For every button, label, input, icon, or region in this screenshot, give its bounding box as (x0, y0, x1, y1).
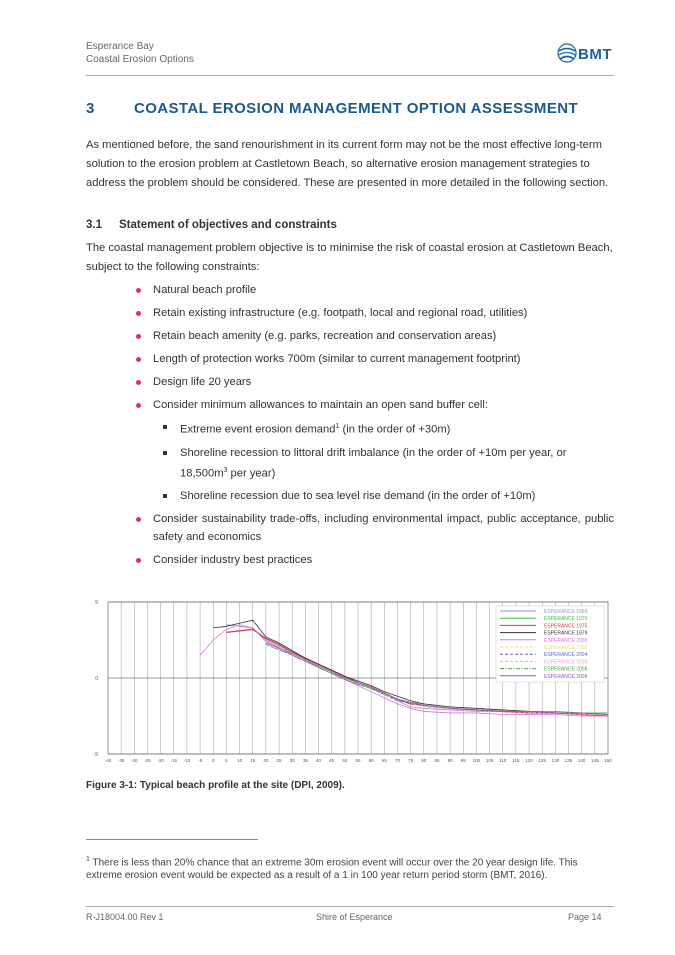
section-intro: As mentioned before, the sand renourishment in its current form may not be the most effective long-term solution to the erosion problem at Castletown Beach, so alternative erosion management strategies to address the problem should be considered. These are presented in more detailed in the following section. (86, 139, 609, 189)
x-tick-label: 100 (472, 758, 481, 763)
x-tick-label: -5 (198, 758, 203, 763)
constraints-list (136, 281, 614, 574)
x-tick-label: 5 (225, 758, 228, 763)
header-divider (86, 75, 614, 76)
figure-caption: Figure 3-1: Typical beach profile at the site (DPI, 2009). (86, 780, 345, 791)
subsection-heading (86, 219, 337, 231)
legend-entry: ESPERANCE 1966 (544, 609, 588, 615)
legend-entry: ESPERANCE 2008 (544, 666, 588, 673)
legend-entry: ESPERANCE 1975 (544, 623, 588, 630)
footnote (86, 853, 614, 882)
sub-list-item (163, 444, 614, 483)
list-item: Design life 20 years (136, 373, 614, 391)
x-tick-label: 30 (289, 758, 295, 763)
bmt-logo: BMT (578, 46, 612, 63)
sub-item-tail: per year) (227, 467, 276, 480)
x-tick-label: -35 (117, 758, 125, 763)
x-tick-label: 50 (342, 758, 348, 763)
x-tick-label: 65 (381, 758, 387, 763)
header-subtitle: Coastal Erosion Options (86, 54, 194, 65)
footnote-text: There is less than 20% chance that an extreme 30m erosion event will occur over the 20 year design life. This extreme erosion event would be expected as a result of a 1 in 100 year return period storm (BMT, 2016). (86, 857, 578, 882)
legend-entry: ESPERANCE 1970 (544, 616, 588, 623)
x-tick-label: 125 (538, 758, 546, 763)
x-tick-label: 150 (604, 758, 612, 763)
section-number: 3 (86, 100, 95, 117)
sub-list-item (163, 418, 614, 439)
y-tick-label: 0 (95, 676, 98, 682)
list-item: Consider industry best practices (136, 551, 614, 569)
x-tick-label: -15 (170, 758, 178, 763)
footer-page-number: Page 14 (568, 912, 602, 922)
x-tick-label: 10 (237, 758, 243, 763)
x-tick-label: 115 (512, 758, 520, 763)
running-header (86, 40, 194, 66)
x-tick-label: 45 (329, 758, 335, 763)
x-tick-label: 85 (434, 758, 440, 763)
x-tick-label: -10 (183, 758, 191, 763)
list-item: Retain existing infrastructure (e.g. footpath, local and regional road, utilities) (136, 304, 614, 322)
x-tick-label: 25 (276, 758, 282, 763)
x-tick-label: -30 (131, 758, 138, 763)
x-tick-label: -40 (104, 758, 112, 763)
footer-divider (86, 906, 614, 907)
footer-report-number: R-J18004.00 Rev 1 (86, 912, 164, 922)
subsection-number: 3.1 (86, 219, 102, 231)
sub-list (153, 418, 614, 505)
sub-item-text: Extreme event erosion demand (180, 423, 336, 436)
list-item: Length of protection works 700m (similar to current management footprint) (136, 350, 614, 368)
legend-entry: ESPERANCE 2009 (544, 673, 588, 680)
x-tick-label: 60 (368, 758, 374, 763)
x-tick-label: 130 (551, 758, 560, 763)
list-item-text: Consider minimum allowances to maintain an open sand buffer cell: (153, 399, 488, 411)
x-tick-label: 105 (485, 758, 494, 763)
beach-profile-chart (86, 596, 614, 768)
x-tick-label: 135 (564, 758, 573, 763)
x-tick-label: 70 (394, 758, 400, 763)
footnote-divider (86, 839, 258, 840)
legend-entry: ESPERANCE 1979 (544, 630, 588, 637)
x-tick-label: 35 (302, 758, 308, 763)
x-tick-label: 80 (421, 758, 427, 763)
x-tick-label: 140 (577, 758, 586, 763)
x-tick-label: 95 (460, 758, 466, 763)
sub-item-tail: (in the order of +30m) (339, 423, 451, 436)
superscript: 3 (223, 466, 228, 474)
x-tick-label: -20 (157, 758, 164, 763)
sub-list-item: Shoreline recession due to sea level rise demand (in the order of +10m) (163, 487, 614, 505)
x-tick-label: 15 (250, 758, 256, 763)
x-tick-label: 75 (408, 758, 414, 763)
footer-client: Shire of Esperance (316, 912, 393, 922)
list-item: Retain beach amenity (e.g. parks, recreation and conservation areas) (136, 327, 614, 345)
x-tick-label: 40 (316, 758, 322, 763)
y-tick-label: 5 (95, 600, 98, 606)
section-title: COASTAL EROSION MANAGEMENT OPTION ASSESSMENT (134, 100, 579, 117)
list-item: Natural beach profile (136, 281, 614, 299)
legend-entry: ESPERANCE 2005 (544, 659, 588, 666)
x-tick-label: 55 (355, 758, 361, 763)
list-item: Consider sustainability trade-offs, including environmental impact, public acceptance, public safety and economics (136, 510, 614, 546)
x-tick-label: 0 (212, 758, 215, 763)
y-tick-label: -5 (93, 752, 98, 758)
x-tick-label: 110 (499, 758, 507, 763)
subsection-intro: The coastal management problem objective is to minimise the risk of coastal erosion at Castletown Beach, subject to the following constraints: (86, 242, 613, 273)
footnote-marker: 1 (86, 856, 90, 863)
bmt-globe-icon (556, 42, 578, 64)
x-tick-label: 90 (447, 758, 453, 763)
x-tick-label: 20 (263, 758, 269, 763)
x-tick-label: -25 (144, 758, 151, 763)
footnote-ref: 1 (335, 423, 340, 430)
header-project: Esperance Bay (86, 41, 154, 52)
legend-entry: ESPERANCE 2004 (544, 652, 588, 659)
legend-entry: ESPERANCE 2002 (544, 645, 588, 651)
sub-item-text: Shoreline recession to littoral drift imbalance (in the order of +10m per year, or 18,500m (180, 446, 567, 480)
list-item (136, 396, 614, 505)
subsection-title: Statement of objectives and constraints (119, 219, 337, 231)
section-heading (86, 100, 578, 117)
x-tick-label: 145 (591, 758, 599, 763)
legend-entry: ESPERANCE 2000 (544, 637, 588, 644)
x-tick-label: 120 (525, 758, 533, 763)
